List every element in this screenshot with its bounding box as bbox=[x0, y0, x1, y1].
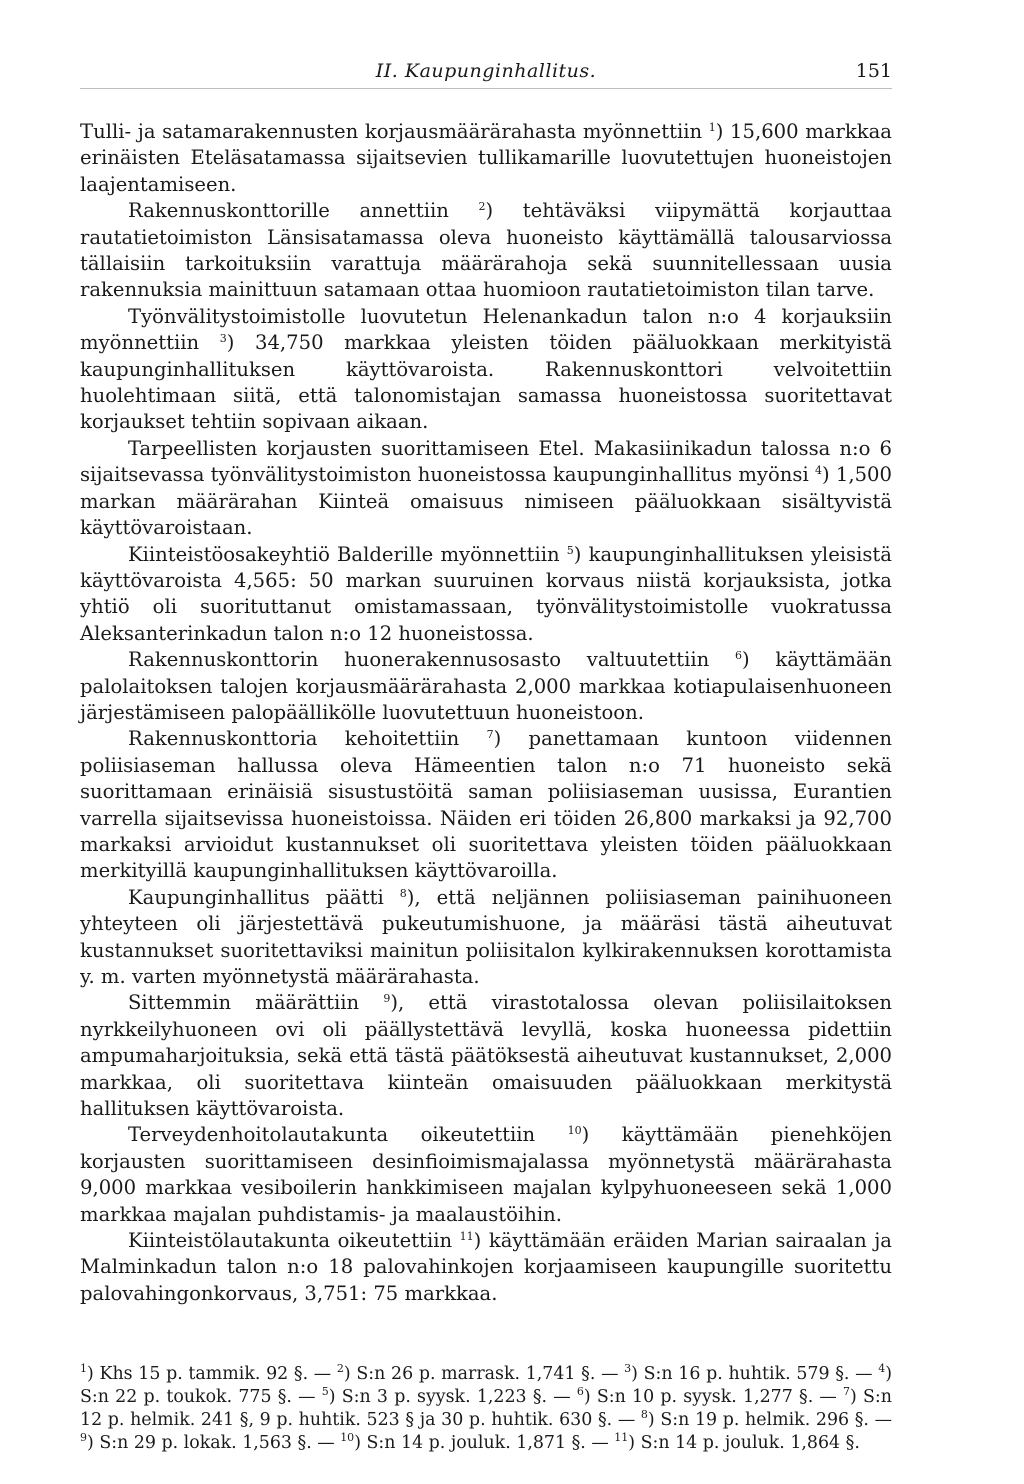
page-number: 151 bbox=[855, 60, 892, 82]
footnote-ref[interactable]: 11 bbox=[459, 1230, 474, 1244]
paragraph: Kiinteistöosakeyhtiö Balderille myönnettiin $^5$) kaupunginhallituksen yleisistä käyttövaroista 4,565: 50 markan suuruinen korvaus niistä korjauksista, jotka yhtiö oli suorituttanut omistamassaan, työnvälitystoimistolle vuokratussa Aleksanterinkadun talon n:o 12 huoneistossa. bbox=[80, 542, 892, 645]
footnote-ref[interactable]: 8 bbox=[399, 886, 407, 900]
paragraph: Kiinteistölautakunta oikeutettiin $^{11}$) käyttämään eräiden Marian sairaalan ja Malminkadun talon n:o 18 palovahinkojen korjaamiseen kaupungille suoritettu palovahingonkorvaus, 3,751: 75 markkaa. bbox=[80, 1229, 892, 1305]
footnote-marker: 5 bbox=[321, 1385, 329, 1399]
paragraph: Tarpeellisten korjausten suorittamiseen Etel. Makasiinikadun talossa n:o 6 sijaitsevassa työnvälitystoimiston huoneistossa kaupunginhallitus myönsi $^4$) 1,500 markan määrärahan Kiinteä omaisuus nimiseen pääluokkaan sisältyvistä käyttövaroistaan. bbox=[80, 436, 892, 540]
paragraph: Terveydenhoitolautakunta oikeutettiin $^{10}$) käyttämään pienehköjen korjausten suorittamiseen desinfioimismajalassa myönnetystä määrärahasta 9,000 markkaa vesiboilerin hankkimiseen majalan kylpyhuoneeseen sekä 1,000 markkaa majalan puhdistamis- ja maalaustöihin. bbox=[80, 1123, 893, 1226]
footnote-ref[interactable]: 7 bbox=[486, 728, 494, 742]
paragraph: Sittemmin määrättiin $^9$), että virastotalossa olevan poliisilaitoksen nyrkkeilyhuoneen ovi oli päällystettävä levyllä, koska huoneessa pidettiin ampumaharjoituksia, sekä että tästä päätöksestä aiheutuvat kustannukset, 2,000 markkaa, oli suoritettava kiinteän omaisuuden pääluokkaan merkitystä hallituksen käyttövaroista. bbox=[80, 991, 892, 1121]
paragraph: Rakennuskonttorille annettiin $^2$) tehtäväksi viipymättä korjauttaa rautatietoimiston Länsisatamassa oleva huoneisto käyttämällä talousarviossa tällaisiin tarkoituksiin varattuja määrärahoja sekä suunnitellessaan uusia rakennuksia mainittuun satamaan ottaa huomioon rautatietoimiston tilan tarve. bbox=[80, 199, 892, 302]
section-title: II. Kaupunginhallitus. bbox=[375, 60, 597, 82]
footnote-marker: 4 bbox=[878, 1362, 886, 1376]
paragraph: Rakennuskonttorin huonerakennusosasto valtuutettiin $^6$) käyttämään palolaitoksen talojen korjausmäärärahasta 2,000 markkaa kotiapulaisenhuoneen järjestämiseen palopäällikölle luovutettuun huoneistoon. bbox=[80, 648, 892, 724]
footnote-block: $^1$) Khs 15 p. tammik. 92 §. — $^2$) S:n 26 p. marrask. 1,741 §. — $^3$) S:n 16 p. huhtik. 579 §. — $^4$) S:n 22 p. toukok. 775 §. — $^5$) S:n 3 p. syysk. 1,223 §. — $^6$) S:n 10 p. syysk. 1,277 §. — $^7$) S:n 12 p. helmik. 241 §, 9 p. huhtik. 523 § ja 30 p. huhtik. 630 §. — $^8$) S:n 19 p. helmik. 296 §. — $^9$) S:n 29 p. lokak. 1,563 §. — $^{10}$) S:n 14 p. jouluk. 1,871 §. — $^{11}$) S:n 14 p. jouluk. 1,864 §. bbox=[80, 1362, 893, 1453]
footnote-ref[interactable]: 6 bbox=[734, 649, 742, 663]
body-text bbox=[80, 119, 892, 1307]
footnote-marker: 7 bbox=[843, 1385, 851, 1399]
paragraph: Rakennuskonttoria kehoitettiin $^7$) panettamaan kuntoon viidennen poliisiaseman hallussa oleva Hämeentien talon n:o 71 huoneisto sekä suorittamaan erinäisiä sisustustöitä saman poliisiaseman uusissa, Eurantien varrella sijaitsevissa huoneistoissa. Näiden eri töiden 26,800 markaksi ja 92,700 markaksi arvioidut kustannukset oli suoritettava yleisten töiden pääluokkaan merkityillä kaupunginhallituksen käyttövaroilla. bbox=[80, 727, 893, 883]
document-page bbox=[80, 56, 892, 1454]
paragraph: Työnvälitystoimistolle luovutetun Helenankadun talon n:o 4 korjauksiin myönnettiin $^3$) 34,750 markkaa yleisten töiden pääluokkaan merkityistä kaupunginhallituksen käyttövaroista. Rakennuskonttori velvoitettiin huolehtimaan siitä, että talonomistajan samassa huoneistossa suoritettavat korjaukset tehtiin sopivaan aikaan. bbox=[80, 304, 892, 434]
paragraph: Kaupunginhallitus päätti $^8$), että neljännen poliisiaseman painihuoneen yhteyteen oli järjestettävä pukeutumishuone, ja määräsi tästä aiheutuvat kustannukset suoritettaviksi mainitun poliisitalon kylkirakennuksen korottamista y. m. varten myönnetystä määrärahasta. bbox=[80, 885, 892, 988]
footnote-ref[interactable]: 5 bbox=[566, 543, 574, 557]
footnote-ref[interactable]: 3 bbox=[219, 332, 227, 346]
footnote-marker: 3 bbox=[624, 1362, 632, 1376]
footnote-marker: 10 bbox=[340, 1430, 355, 1444]
footnote-marker: 2 bbox=[336, 1362, 344, 1376]
footnote-ref[interactable]: 10 bbox=[567, 1124, 582, 1138]
footnote-ref[interactable]: 2 bbox=[478, 200, 486, 214]
paragraph: Tulli- ja satamarakennusten korjausmäärärahasta myönnettiin $^1$) 15,600 markkaa erinäisten Eteläsatamassa sijaitsevien tullikamarille luovutettujen huoneistojen laajentamiseen. bbox=[80, 120, 892, 196]
footnote-ref[interactable]: 4 bbox=[814, 464, 822, 478]
footnote-marker: 8 bbox=[640, 1407, 648, 1421]
footnote-marker: 1 bbox=[80, 1362, 87, 1376]
footnote-ref[interactable]: 1 bbox=[708, 121, 716, 134]
footnote-marker: 11 bbox=[614, 1430, 629, 1444]
running-header bbox=[80, 56, 892, 89]
footnote-marker: 6 bbox=[576, 1385, 584, 1399]
footnote-marker: 9 bbox=[80, 1430, 87, 1444]
footnote-ref[interactable]: 9 bbox=[383, 992, 391, 1006]
footnotes bbox=[80, 1363, 892, 1454]
